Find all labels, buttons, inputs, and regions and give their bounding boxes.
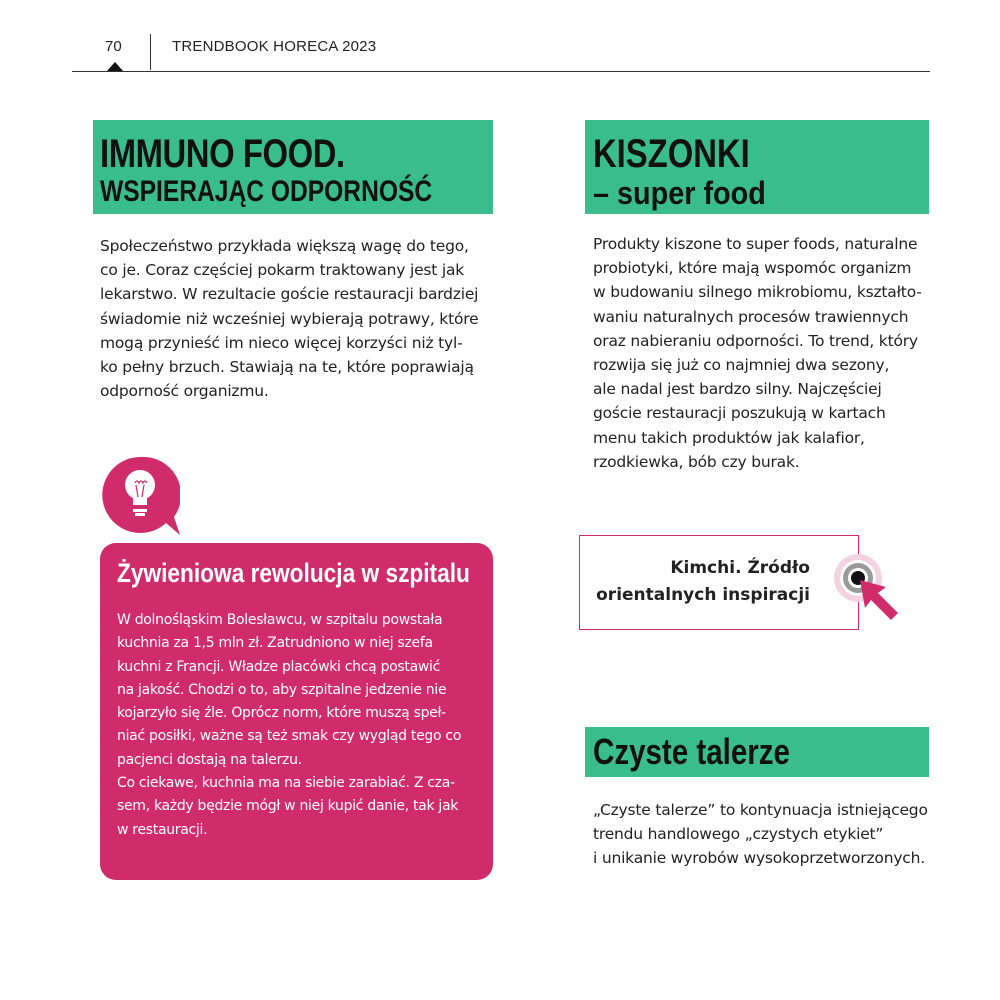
text-line: i unikanie wyrobów wysokoprzetworzonych. bbox=[593, 849, 925, 868]
text-line: menu takich produktów jak kalafior, bbox=[593, 428, 865, 447]
text-line: kojarzyło się źle. Oprócz norm, które muszą speł- bbox=[117, 705, 446, 722]
text-line: niać posiłki, ważne są też smak czy wygląd tego co bbox=[117, 728, 462, 745]
text-line: rzodkiewka, bób czy burak. bbox=[593, 452, 800, 471]
text-line: trendu handlowego „czystych etykiet” bbox=[593, 825, 884, 844]
kimchi-line: Kimchi. Źródło bbox=[670, 558, 810, 578]
immuno-body bbox=[100, 234, 490, 403]
czyste-body bbox=[593, 798, 938, 871]
running-title: TRENDBOOK HORECA 2023 bbox=[172, 38, 377, 55]
immuno-subtitle: WSPIERAJĄC ODPORNOŚĆ bbox=[100, 175, 433, 208]
czyste-title: Czyste talerze bbox=[593, 731, 790, 772]
text-line: sem, każdy będzie mógł w niej kupić danie, tak jak bbox=[117, 798, 459, 815]
hospital-title: Żywieniowa rewolucja w szpitalu bbox=[117, 558, 470, 588]
text-line: rozwija się już co najmniej dwa sezony, bbox=[593, 356, 890, 375]
kimchi-link-text[interactable] bbox=[585, 555, 810, 609]
immuno-heading bbox=[93, 120, 493, 214]
text-line: ko pełny brzuch. Stawiają na te, które poprawiają bbox=[100, 358, 474, 377]
text-line: co je. Coraz częściej pokarm traktowany jest jak bbox=[100, 261, 465, 280]
kiszonki-heading bbox=[585, 120, 929, 214]
czyste-heading bbox=[585, 727, 929, 777]
kiszonki-title: KISZONKI bbox=[593, 132, 750, 176]
page-marker-triangle bbox=[107, 62, 123, 71]
page-number: 70 bbox=[105, 38, 122, 55]
text-line: mogą przynieść im nieco więcej korzyści niż tyl- bbox=[100, 333, 463, 352]
text-line: pacjenci dostają na talerzu. bbox=[117, 751, 302, 768]
text-line: w restauracji. bbox=[117, 821, 208, 838]
text-line: oraz nabieraniu odporności. To trend, który bbox=[593, 331, 918, 350]
text-line: świadomie niż wcześniej wybierają potrawy, które bbox=[100, 309, 479, 328]
text-line: probiotyki, które mają wspomóc organizm bbox=[593, 259, 912, 278]
text-line: kuchni z Francji. Władze placówki chcą postawić bbox=[117, 658, 441, 675]
text-line: odporność organizmu. bbox=[100, 382, 269, 401]
immuno-title: IMMUNO FOOD. bbox=[100, 132, 345, 176]
text-line: Co ciekawe, kuchnia ma na siebie zarabiać. Z cza- bbox=[117, 775, 455, 792]
kiszonki-body bbox=[593, 232, 938, 474]
kiszonki-subtitle: – super food bbox=[593, 175, 766, 211]
hospital-body bbox=[117, 609, 487, 842]
text-line: W dolnośląskim Bolesławcu, w szpitalu powstała bbox=[117, 612, 443, 628]
text-line: goście restauracji poszukują w kartach bbox=[593, 404, 886, 423]
text-line: lekarstwo. W rezultacie goście restauracji bardziej bbox=[100, 285, 479, 304]
text-line: „Czyste talerze” to kontynuacja istniejącego bbox=[593, 801, 928, 819]
text-line: waniu naturalnych procesów trawiennych bbox=[593, 307, 909, 326]
header-divider bbox=[150, 34, 151, 70]
lightbulb-icon bbox=[100, 455, 180, 535]
text-line: na jakość. Chodzi o to, aby szpitalne jedzenie nie bbox=[117, 681, 447, 698]
text-line: ale nadal jest bardzo silny. Najczęściej bbox=[593, 380, 882, 399]
text-line: Produkty kiszone to super foods, naturalne bbox=[593, 235, 918, 253]
kimchi-line: orientalnych inspiracji bbox=[596, 585, 810, 605]
target-cursor-icon bbox=[830, 553, 910, 628]
header-rule bbox=[72, 71, 930, 72]
text-line: Społeczeństwo przykłada większą wagę do tego, bbox=[100, 237, 469, 255]
text-line: kuchnia za 1,5 mln zł. Zatrudniono w niej szefa bbox=[117, 635, 433, 652]
text-line: w budowaniu silnego mikrobiomu, kształto- bbox=[593, 283, 922, 302]
